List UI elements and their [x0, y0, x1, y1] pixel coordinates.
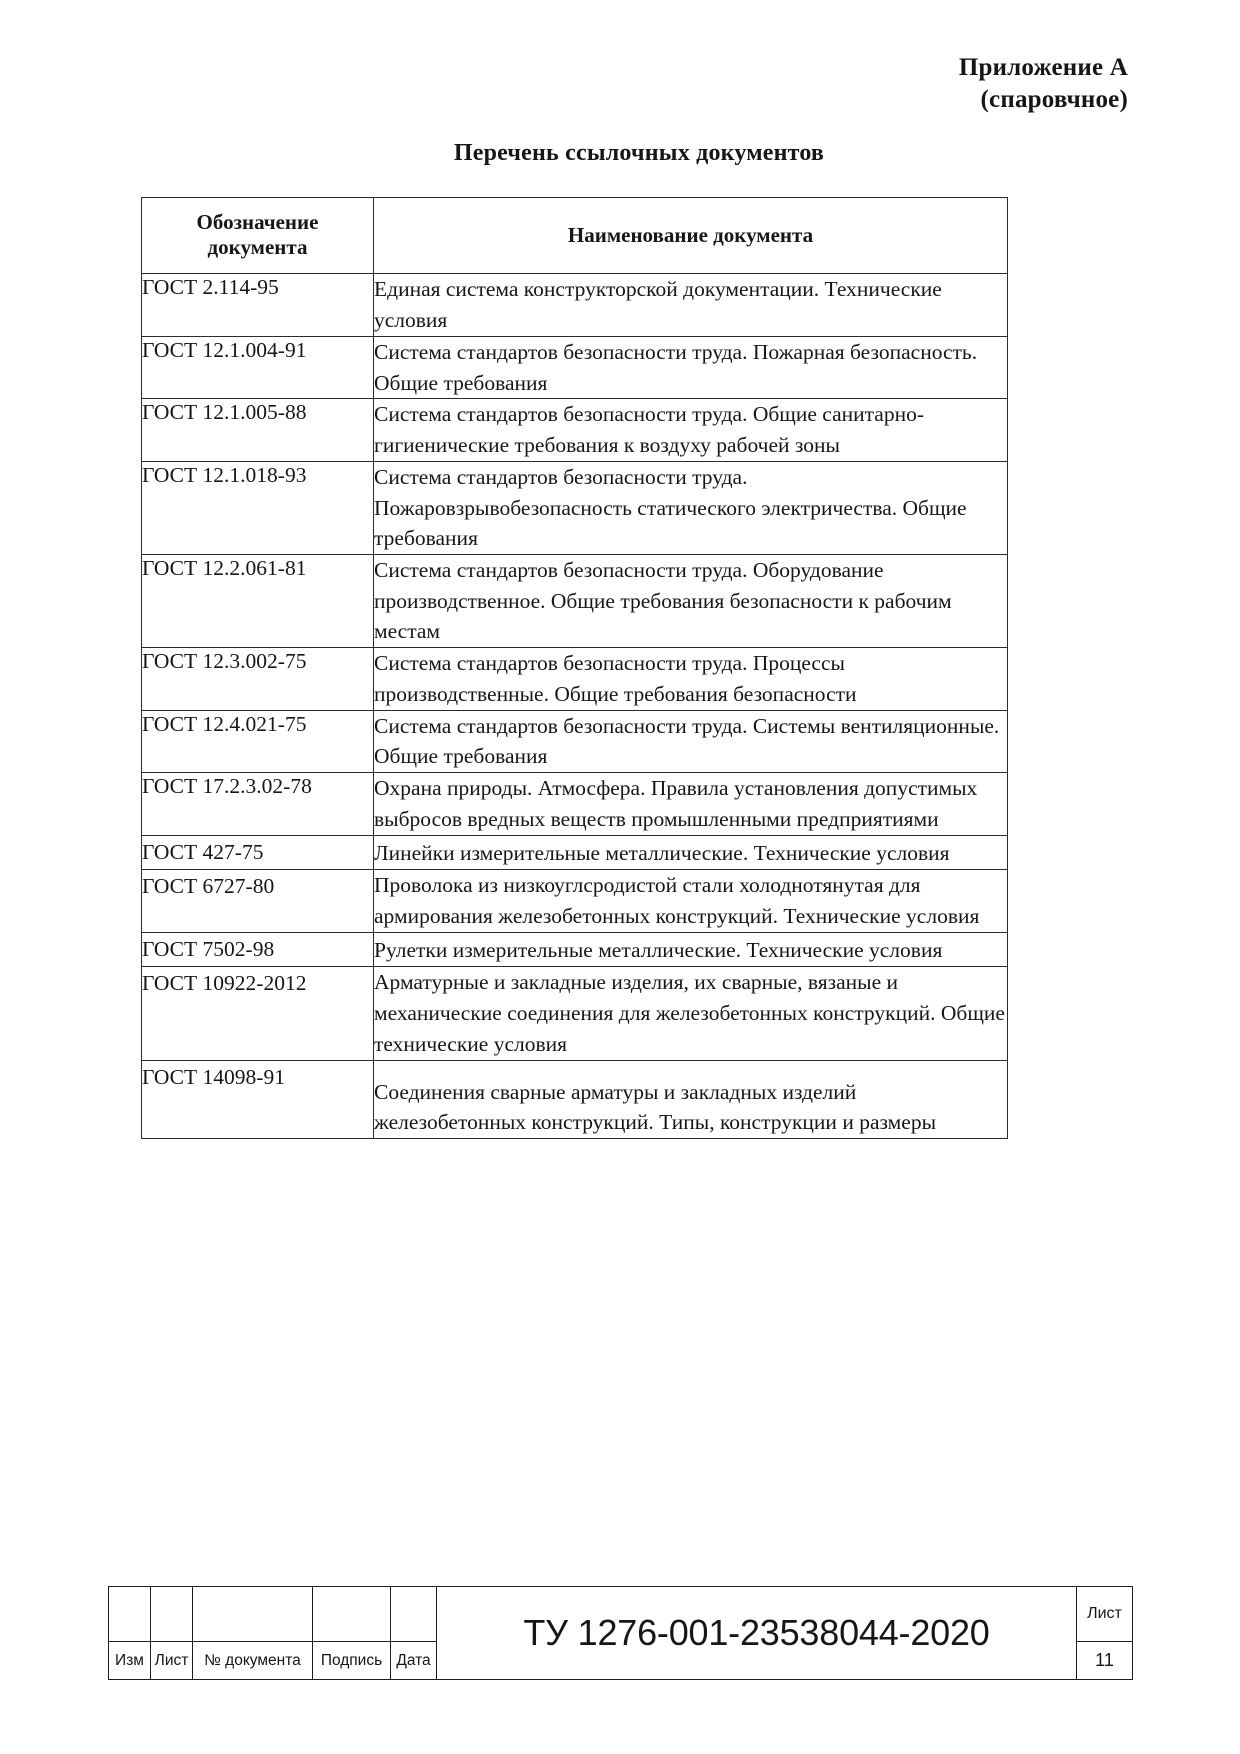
- cell-code: ГОСТ 2.114-95: [142, 274, 374, 336]
- cell-name: Система стандартов безопасности труда. Пожарная безопасность. Общие требования: [374, 336, 1008, 398]
- cell-code: ГОСТ 12.1.005-88: [142, 399, 374, 461]
- cell-name: Система стандартов безопасности труда. Общие санитарно- гигиенические требования к воздуху рабочей зоны: [374, 399, 1008, 461]
- table-row: [142, 648, 1008, 710]
- table-row: [142, 932, 1008, 967]
- cell-name: Арматурные и закладные изделия, их сварные, вязаные и механические соединения для железобетонных конструкций. Общие технические условия: [374, 967, 1008, 1060]
- cell-code: ГОСТ 10922-2012: [142, 967, 374, 1060]
- column-header-name: Наименование документа: [374, 198, 1008, 274]
- cell-name: Единая система конструкторской документации. Технические условия: [374, 274, 1008, 336]
- column-header-code: [142, 198, 374, 274]
- stamp-label-podpis: Подпись: [313, 1642, 391, 1680]
- stamp-label-docnum: № документа: [193, 1642, 313, 1680]
- cell-code: ГОСТ 12.1.018-93: [142, 461, 374, 554]
- column-header-code-line2: документа: [207, 235, 308, 260]
- stamp-cell-docnum-value: [193, 1587, 313, 1642]
- cell-name: Система стандартов безопасности труда. Процессы производственные. Общие требования безопасности: [374, 648, 1008, 710]
- sheet-number: 11: [1077, 1642, 1133, 1680]
- table-row: [142, 399, 1008, 461]
- sheet-label: Лист: [1077, 1587, 1133, 1642]
- cell-code: ГОСТ 17.2.3.02-78: [142, 773, 374, 835]
- cell-code: ГОСТ 7502-98: [142, 932, 374, 967]
- appendix-kind: (спаровчное): [980, 86, 1128, 113]
- cell-name: Рулетки измерительные металлические. Технические условия: [374, 932, 1008, 967]
- stamp-cell-podpis-value: [313, 1587, 391, 1642]
- page-title: Перечень ссылочных документов: [453, 140, 825, 166]
- cell-name: Система стандартов безопасности труда. Системы вентиляционные. Общие требования: [374, 710, 1008, 772]
- reference-documents-table: [141, 197, 1008, 1139]
- cell-code: ГОСТ 14098-91: [142, 1060, 374, 1138]
- table-row: [142, 336, 1008, 398]
- table-row: [142, 967, 1008, 1060]
- cell-name: Охрана природы. Атмосфера. Правила установления допустимых выбросов вредных веществ промышленными предприятиями: [374, 773, 1008, 835]
- document-code: ТУ 1276-001-23538044-2020: [437, 1587, 1077, 1680]
- table-row: [142, 835, 1008, 870]
- stamp-label-izm: Изм: [109, 1642, 151, 1680]
- column-header-code-line1: Обозначение: [196, 210, 319, 234]
- cell-code: ГОСТ 12.1.004-91: [142, 336, 374, 398]
- cell-code: ГОСТ 12.2.061-81: [142, 554, 374, 647]
- cell-code: ГОСТ 427-75: [142, 835, 374, 870]
- stamp-cell-list-value: [151, 1587, 193, 1642]
- cell-code: ГОСТ 12.4.021-75: [142, 710, 374, 772]
- cell-name: Система стандартов безопасности труда. Оборудование производственное. Общие требования безопасности к рабочим местам: [374, 554, 1008, 647]
- cell-code: ГОСТ 12.3.002-75: [142, 648, 374, 710]
- table-row: [142, 461, 1008, 554]
- stamp-cell-data-value: [391, 1587, 437, 1642]
- cell-name: Линейки измерительные металлические. Технические условия: [374, 835, 1008, 870]
- table-row: [142, 554, 1008, 647]
- stamp-label-data: Дата: [391, 1642, 437, 1680]
- appendix-header: [959, 52, 1128, 116]
- table-header-row: [142, 198, 1008, 274]
- table-row: [142, 870, 1008, 932]
- table-row: [142, 274, 1008, 336]
- title-block-stamp: [108, 1586, 1132, 1680]
- appendix-title: Приложение А: [958, 54, 1128, 81]
- cell-code: ГОСТ 6727-80: [142, 870, 374, 932]
- table-row: [142, 773, 1008, 835]
- stamp-cell-izm-value: [109, 1587, 151, 1642]
- cell-name: Соединения сварные арматуры и закладных изделий железобетонных конструкций. Типы, конструкции и размеры: [374, 1060, 1008, 1138]
- table-row: [142, 1060, 1008, 1138]
- table-row: [142, 710, 1008, 772]
- cell-name: Система стандартов безопасности труда. Пожаровзрывобезопасность статического электричества. Общие требования: [374, 461, 1008, 554]
- cell-name: Проволока из низкоуглсродистой стали холоднотянутая для армирования железобетонных конструкций. Технические условия: [374, 870, 1008, 932]
- stamp-label-list: Лист: [151, 1642, 193, 1680]
